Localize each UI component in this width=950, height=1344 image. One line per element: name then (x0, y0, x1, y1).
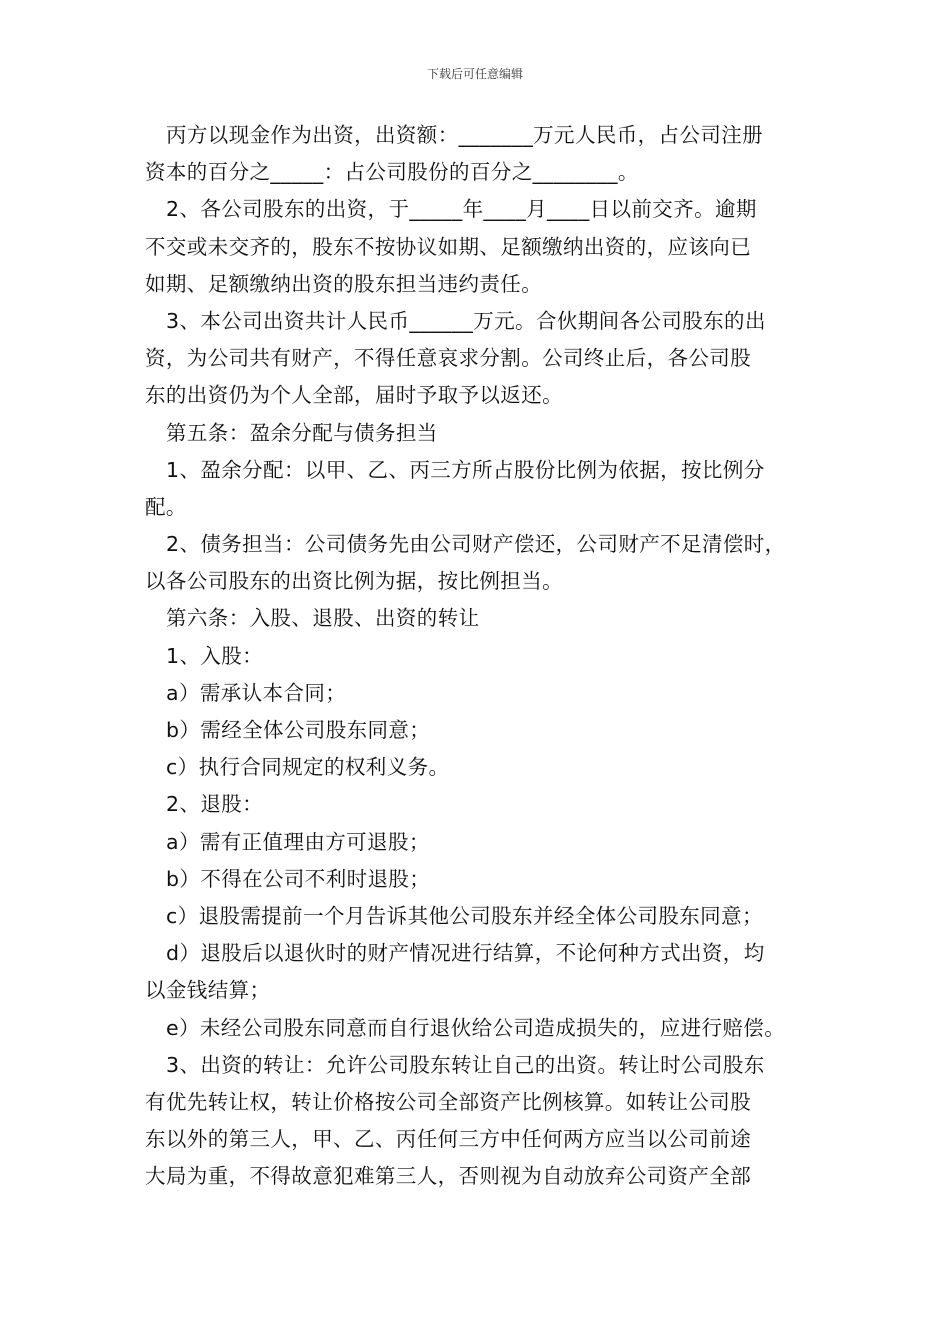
page-header: 下载后可任意编辑 (426, 67, 523, 81)
text-line: 2、退股： (166, 792, 264, 817)
text-line: 1、盈余分配：以甲、乙、丙三方所占股份比例为依据，按比例分 (166, 457, 765, 482)
text-line: 如期、足额缴纳出资的股东担当违约责任。 (145, 271, 543, 296)
text-line: a）需承认本合同； (166, 680, 347, 705)
text-line: b）不得在公司不利时退股； (166, 866, 431, 891)
text-line: 东以外的第三人，甲、乙、丙任何三方中任何两方应当以公司前途 (145, 1127, 752, 1152)
text-line: a）需有正值理由方可退股； (166, 829, 430, 854)
text-line: 3、本公司出资共计人民币______万元。合伙期间各公司股东的出 (166, 308, 766, 333)
text-line: c）退股需提前一个月告诉其他公司股东并经全体公司股东同意； (166, 903, 763, 928)
text-line: 3、出资的转让：允许公司股东转让自己的出资。转让时公司股东 (166, 1052, 765, 1077)
text-line: e）未经公司股东同意而自行退伙给公司造成损失的，应进行赔偿。 (166, 1015, 786, 1040)
text-line: 资本的百分之_____：占公司股份的百分之________。 (145, 160, 639, 185)
text-line: 不交或未交齐的，股东不按协议如期、足额缴纳出资的，应该向已 (145, 234, 752, 259)
text-line: 第六条：入股、退股、出资的转让 (166, 606, 480, 631)
document-body (145, 117, 825, 1195)
text-line: d）退股后以退伙时的财产情况进行结算，不论何种方式出资，均 (166, 941, 765, 966)
text-line: 以金钱结算； (145, 978, 271, 1003)
text-line: 1、入股： (166, 643, 264, 668)
text-line: 第五条：盈余分配与债务担当 (166, 420, 438, 445)
text-line: 东的出资仍为个人全部，届时予取予以返还。 (145, 383, 563, 408)
text-line: c）执行合同规定的权利义务。 (166, 755, 450, 780)
text-line: 大局为重，不得故意犯难第三人，否则视为自动放弃公司资产全部 (145, 1164, 752, 1189)
text-line: 资，为公司共有财产，不得任意哀求分割。公司终止后，各公司股 (145, 346, 752, 371)
text-line: b）需经全体公司股东同意； (166, 718, 431, 742)
text-line: 2、各公司股东的出资，于_____年____月____日以前交齐。逾期 (166, 197, 757, 222)
text-line: 2、债务担当：公司债务先由公司财产偿还，公司财产不足清偿时， (166, 532, 786, 557)
text-line: 以各公司股东的出资比例为据，按比例担当。 (145, 569, 563, 594)
text-line: 有优先转让权，转让价格按公司全部资产比例核算。如转让公司股 (145, 1089, 752, 1114)
text-line: 配。 (145, 494, 187, 519)
text-line: 丙方以现金作为出资，出资额：_______万元人民币，占公司注册 (166, 123, 764, 147)
